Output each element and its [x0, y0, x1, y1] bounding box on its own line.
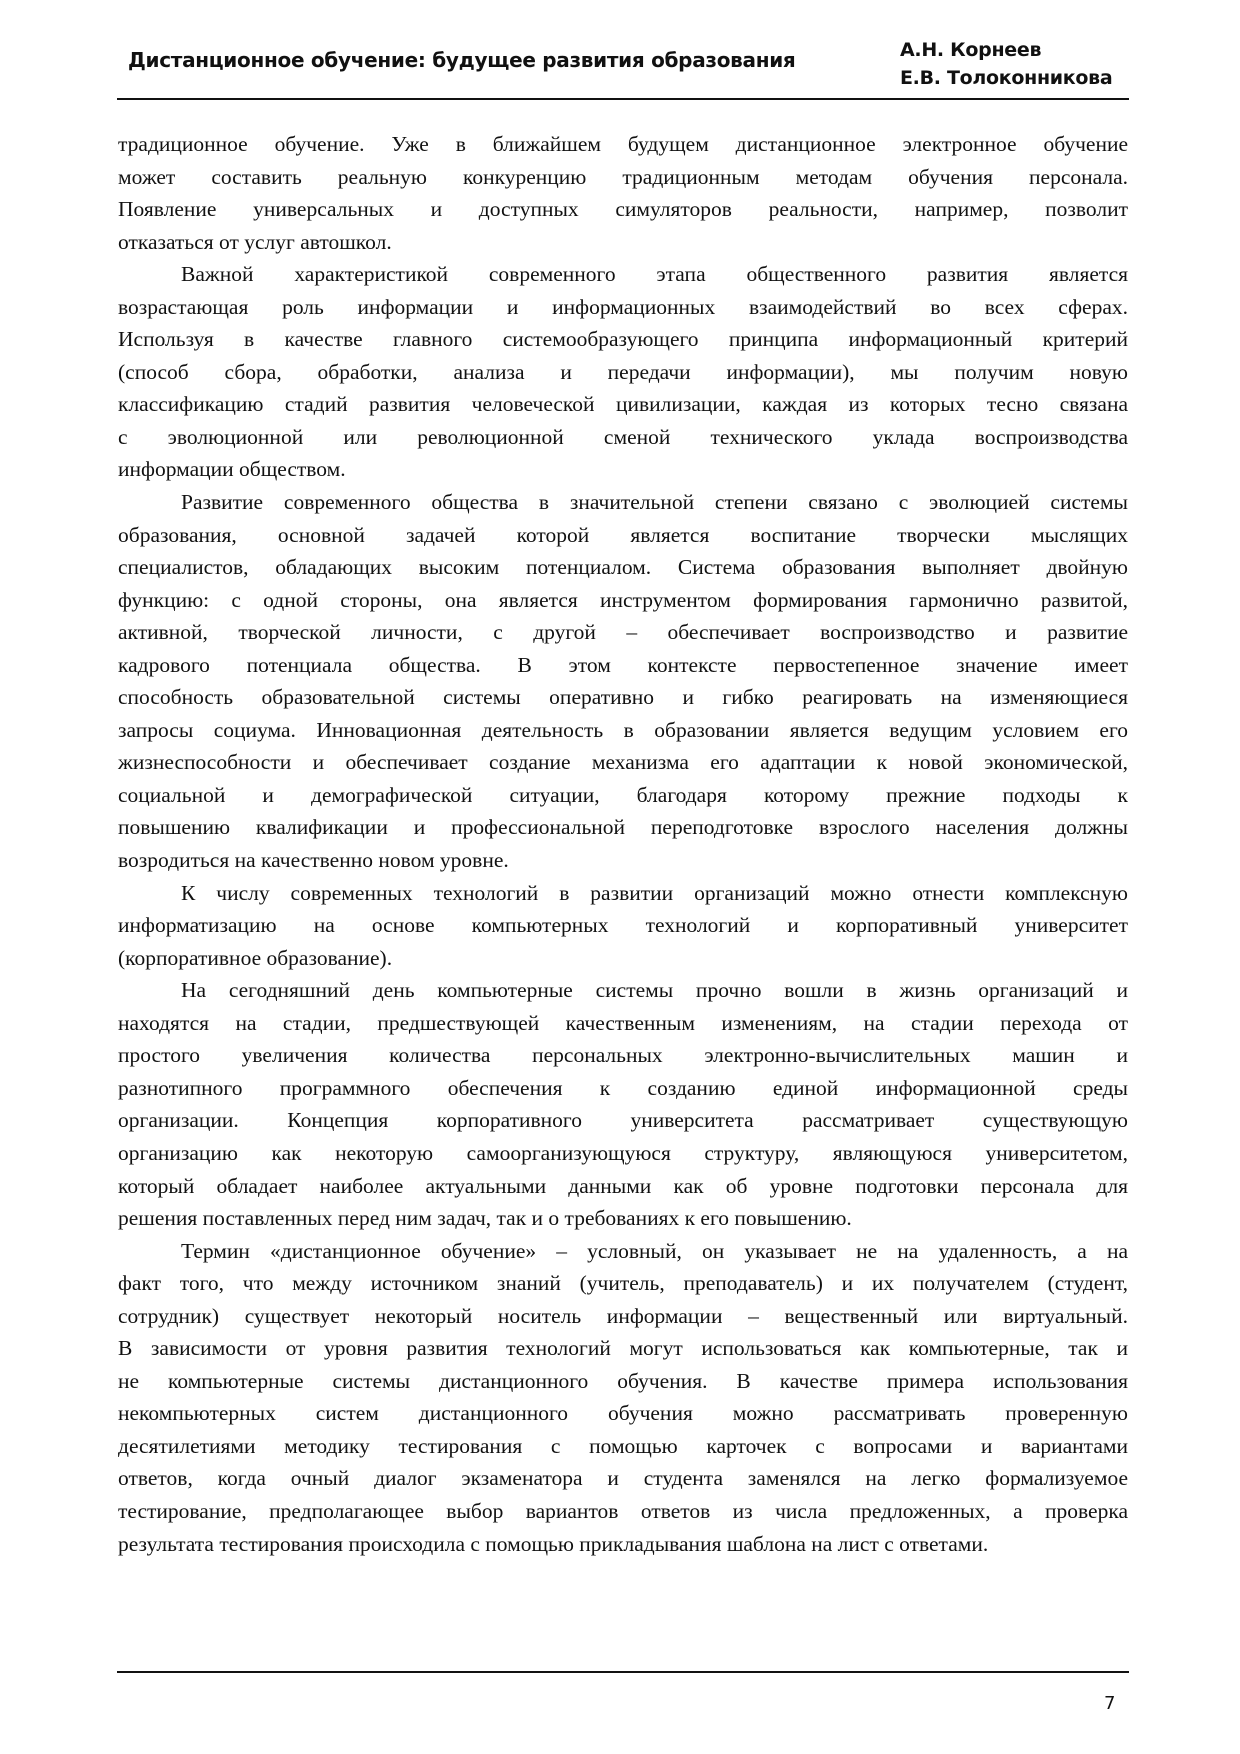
text-line: Термин «дистанционное обучение» – условный, он указывает не на удаленность, а на — [181, 1238, 1128, 1263]
text-line: организацию как некоторую самоорганизующуюся структуру, являющуюся университетом, — [118, 1140, 1128, 1165]
text-line: информации обществом. — [118, 457, 346, 482]
text-line: факт того, что между источником знаний (учитель, преподаватель) и их получателем (студент, — [118, 1271, 1128, 1296]
text-line: запросы социума. Инновационная деятельность в образовании является ведущим условием его — [118, 717, 1128, 742]
footer-rule — [117, 1671, 1129, 1673]
text-line: некомпьютерных систем дистанционного обучения можно рассматривать проверенную — [118, 1401, 1128, 1426]
text-line: сотрудник) существует некоторый носитель информации – вещественный или виртуальный. — [118, 1303, 1128, 1328]
text-line: может составить реальную конкуренцию традиционным методам обучения персонала. — [118, 164, 1128, 189]
text-line: социальной и демографической ситуации, благодаря которому прежние подходы к — [118, 782, 1128, 807]
text-line: организации. Концепция корпоративного университета рассматривает существующую — [118, 1108, 1128, 1133]
text-line: не компьютерные системы дистанционного обучения. В качестве примера использования — [118, 1368, 1128, 1393]
text-line: простого увеличения количества персональных электронно-вычислительных машин и — [118, 1043, 1128, 1068]
text-line: Появление универсальных и доступных симуляторов реальности, например, позволит — [118, 197, 1128, 222]
header-authors — [900, 36, 1112, 92]
text-line: функцию: с одной стороны, она является инструментом формирования гармонично развитой, — [118, 587, 1128, 612]
text-line: информатизацию на основе компьютерных технологий и корпоративный университет — [118, 913, 1128, 938]
text-line: активной, творческой личности, с другой – обеспечивает воспроизводство и развитие — [118, 620, 1128, 645]
header-title: Дистанционное обучение: будущее развития образования — [128, 48, 796, 72]
text-line: (способ сбора, обработки, анализа и передачи информации), мы получим новую — [118, 359, 1128, 384]
text-line: Используя в качестве главного системообразующего принципа информационный критерий — [118, 327, 1128, 352]
paragraph — [118, 128, 1128, 258]
text-line: отказаться от услуг автошкол. — [118, 229, 392, 254]
text-line: К числу современных технологий в развитии организаций можно отнести комплексную — [181, 880, 1128, 905]
text-line: жизнеспособности и обеспечивает создание механизма его адаптации к новой экономической, — [118, 750, 1128, 775]
text-line: кадрового потенциала общества. В этом контексте первостепенное значение имеет — [118, 652, 1128, 677]
text-line: результата тестирования происходила с помощью прикладывания шаблона на лист с ответами. — [118, 1531, 989, 1556]
paragraph — [118, 974, 1128, 1234]
text-line: образования, основной задачей которой является воспитание творчески мыслящих — [118, 522, 1128, 547]
text-line: решения поставленных перед ним задач, так и о требованиях к его повышению. — [118, 1206, 852, 1231]
text-line: тестирование, предполагающее выбор вариантов ответов из числа предложенных, а проверка — [118, 1498, 1128, 1523]
text-line: классификацию стадий развития человеческой цивилизации, каждая из которых тесно связана — [118, 392, 1128, 417]
header-rule — [117, 98, 1129, 100]
text-line: десятилетиями методику тестирования с помощью карточек с вопросами и вариантами — [118, 1433, 1128, 1458]
text-line: способность образовательной системы оперативно и гибко реагировать на изменяющиеся — [118, 685, 1128, 710]
page-number: 7 — [1104, 1693, 1116, 1714]
text-line: (корпоративное образование). — [118, 945, 393, 970]
text-line: Развитие современного общества в значительной степени связано с эволюцией системы — [181, 490, 1128, 515]
text-line: возрастающая роль информации и информационных взаимодействий во всех сферах. — [118, 294, 1128, 319]
text-line: специалистов, обладающих высоким потенциалом. Система образования выполняет двойную — [118, 555, 1128, 580]
text-line: На сегодняшний день компьютерные системы прочно вошли в жизнь организаций и — [181, 978, 1128, 1003]
paragraph — [118, 486, 1128, 877]
text-line: традиционное обучение. Уже в ближайшем будущем дистанционное электронное обучение — [118, 132, 1128, 156]
text-line: возродиться на качественно новом уровне. — [118, 848, 509, 873]
text-line: В зависимости от уровня развития технологий могут использоваться как компьютерные, так и — [118, 1336, 1128, 1361]
body-text — [118, 128, 1128, 1560]
text-line: с эволюционной или революционной сменой технического уклада воспроизводства — [118, 424, 1128, 449]
paragraph — [118, 1235, 1128, 1560]
text-line: Важной характеристикой современного этапа общественного развития является — [181, 262, 1128, 287]
paragraph — [118, 877, 1128, 975]
text-line: который обладает наиболее актуальными данными как об уровне подготовки персонала для — [118, 1173, 1128, 1198]
author-name: Е.В. Толоконникова — [900, 67, 1113, 89]
text-line: разнотипного программного обеспечения к созданию единой информационной среды — [118, 1075, 1128, 1100]
author-name: А.Н. Корнеев — [900, 39, 1042, 61]
paragraph — [118, 258, 1128, 486]
text-line: ответов, когда очный диалог экзаменатора и студента заменялся на легко формализуемое — [118, 1466, 1128, 1491]
text-line: повышению квалификации и профессиональной переподготовке взрослого населения должны — [118, 815, 1128, 840]
text-line: находятся на стадии, предшествующей качественным изменениям, на стадии перехода от — [118, 1010, 1128, 1035]
